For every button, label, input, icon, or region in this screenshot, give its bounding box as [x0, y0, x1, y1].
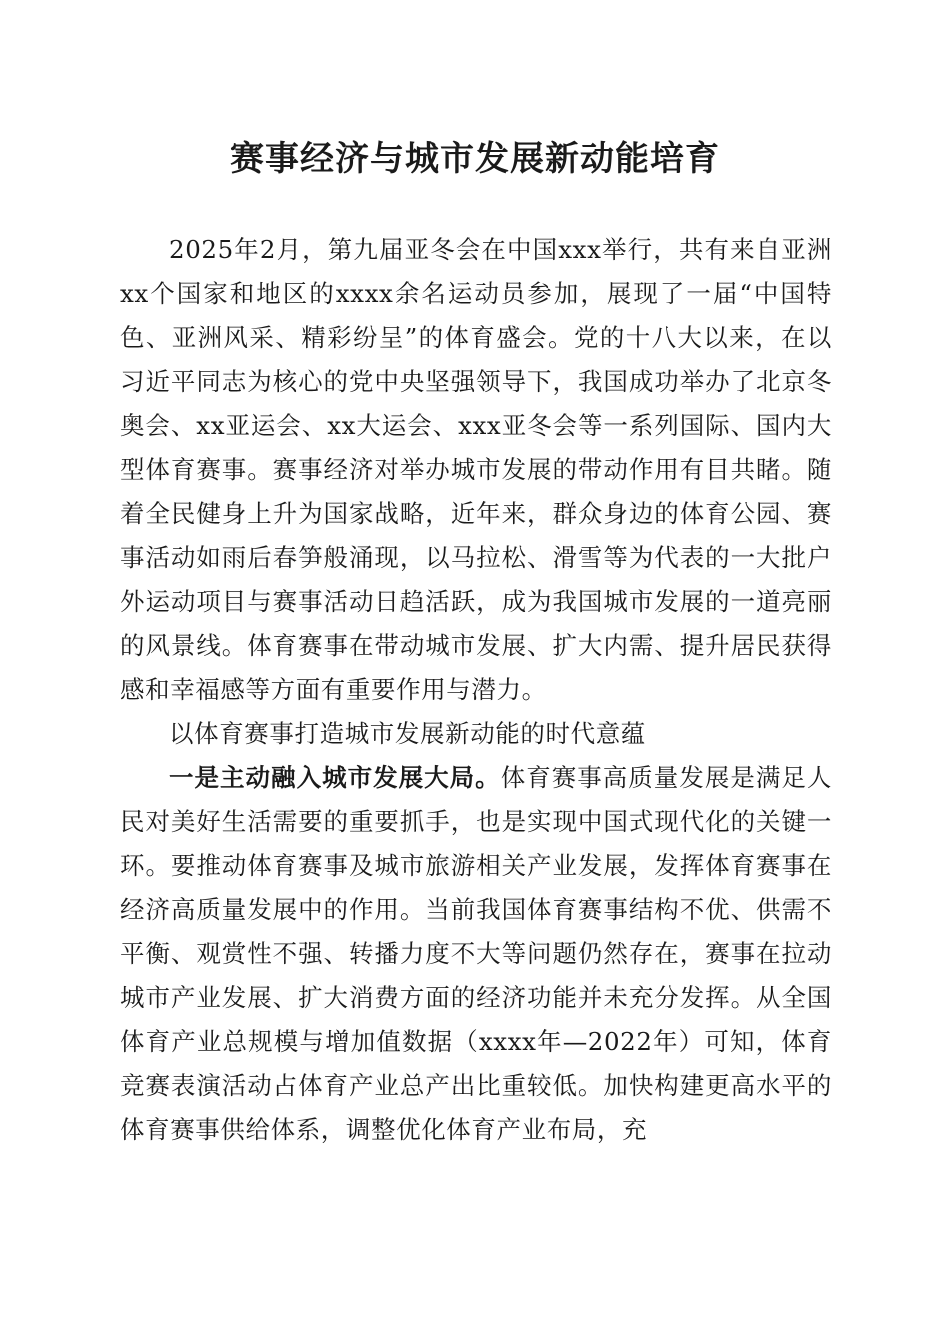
document-title: 赛事经济与城市发展新动能培育 — [230, 139, 720, 179]
paragraph-lead-sentence: 一是主动融入城市发展大局。 — [169, 763, 501, 792]
paragraph-point-one — [120, 756, 832, 1152]
section-heading: 以体育赛事打造城市发展新动能的时代意蕴 — [169, 719, 646, 748]
paragraph-intro: 2025年2月，第九届亚冬会在中国xxx举行，共有来自亚洲xx个国家和地区的xxxx余名运动员参加，展现了一届“中国特色、亚洲风采、精彩纷呈”的体育盛会。党的十八大以来，在以习近平同志为核心的党中央坚强领导下，我国成功举办了北京冬奥会、xx亚运会、xx大运会、xxx亚冬会等一系列国际、国内大型体育赛事。赛事经济对举办城市发展的带动作用有目共睹。随着全民健身上升为国家战略，近年来，群众身边的体育公园、赛事活动如雨后春笋般涌现，以马拉松、滑雪等为代表的一大批户外运动项目与赛事活动日趋活跃，成为我国城市发展的一道亮丽的风景线。体育赛事在带动城市发展、扩大内需、提升居民获得感和幸福感等方面有重要作用与潜力。 — [120, 235, 832, 704]
paragraph-body-text: 体育赛事高质量发展是满足人民对美好生活需要的重要抓手，也是实现中国式现代化的关键一环。要推动体育赛事及城市旅游相关产业发展，发挥体育赛事在经济高质量发展中的作用。当前我国体育赛事结构不优、供需不平衡、观赏性不强、转播力度不大等问题仍然存在，赛事在拉动城市产业发展、扩大消费方面的经济功能并未充分发挥。从全国体育产业总规模与增加值数据（xxxx年—2022年）可知，体育竞赛表演活动占体育产业总产出比重较低。加快构建更高水平的体育赛事供给体系，调整优化体育产业布局，充 — [120, 763, 832, 1144]
document-body — [120, 228, 832, 1152]
